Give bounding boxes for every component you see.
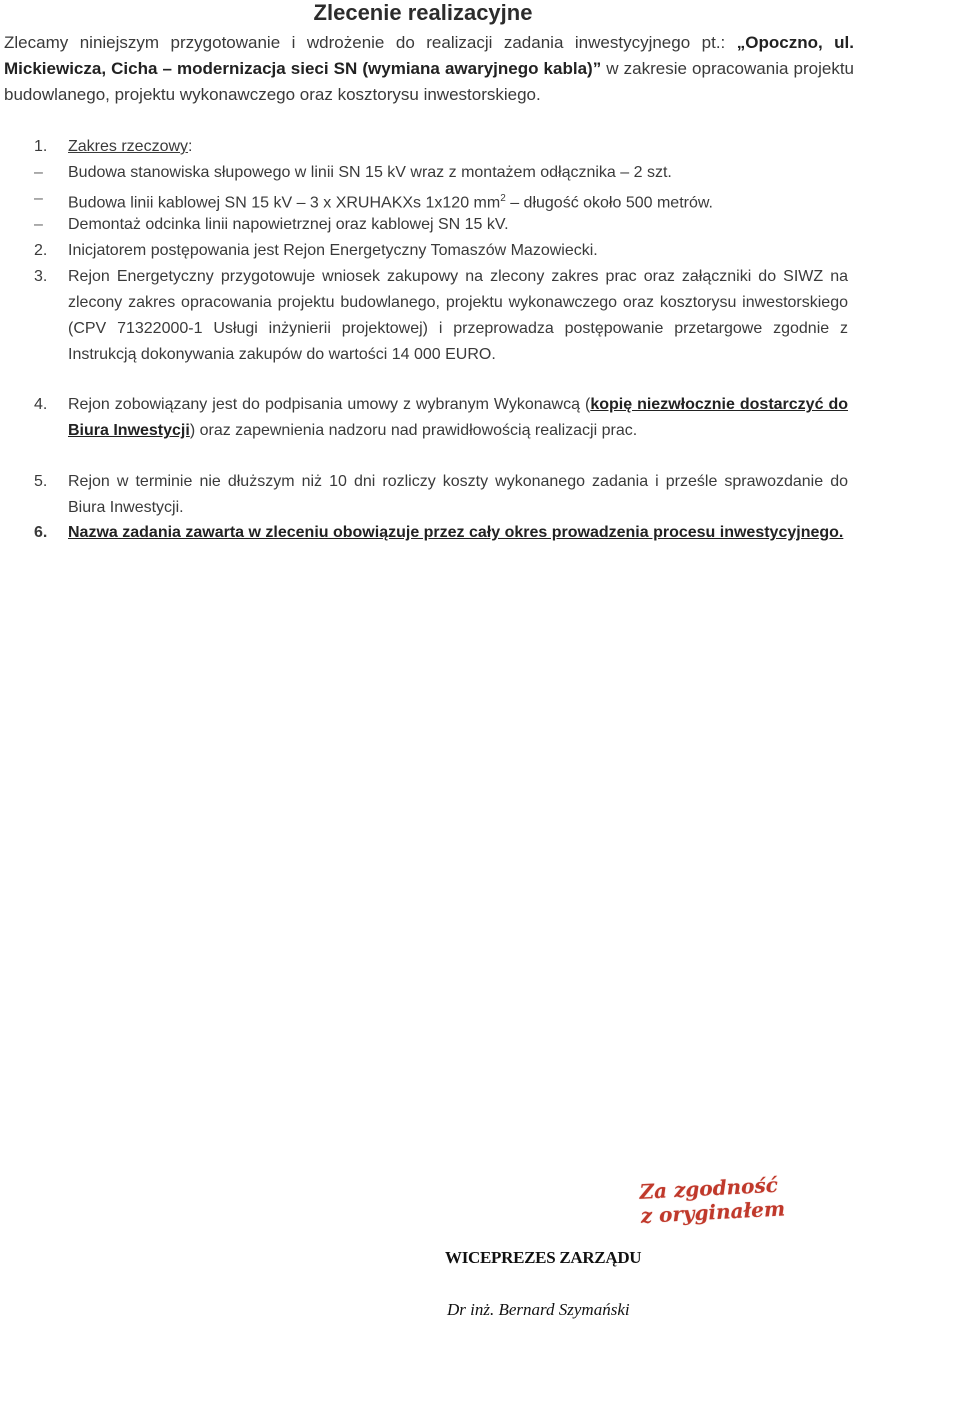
item-text: Inicjatorem postępowania jest Rejon Energetyczny Tomaszów Mazowiecki. <box>68 242 598 259</box>
dash-bullet: – <box>34 216 43 233</box>
scope-item-text: Budowa linii kablowej SN 15 kV – 3 x XRUHAKXs 1x120 mm <box>68 194 501 212</box>
superscript: 2 <box>500 193 506 204</box>
intro-text-after: w zakresie opracowania projektu budowlanego, projektu wykonawczego oraz kosztorysu inwestorskiego. <box>4 59 854 104</box>
scope-heading-suffix: : <box>188 138 193 155</box>
item-text-end: ) oraz zapewnienia nadzoru nad prawidłowością realizacji prac. <box>189 422 638 439</box>
signatory-name: Dr inż. Bernard Szymański <box>447 1300 630 1319</box>
item-number: 4. <box>34 396 48 413</box>
item-text: Rejon zobowiązany jest do podpisania umowy z wybranym Wykonawcą ( <box>68 396 591 413</box>
stamp-line-2: z oryginałem <box>640 1196 786 1228</box>
signatory-title: WICEPREZES ZARZĄDU <box>445 1248 642 1267</box>
dash-bullet: – <box>34 190 43 207</box>
item-4 <box>0 392 960 470</box>
item-3 <box>0 264 960 394</box>
scope-item <box>0 212 960 238</box>
document-title: Zlecenie realizacyjne <box>313 0 533 25</box>
intro-text-before: Zlecamy niniejszym przygotowanie i wdrożenie do realizacji zadania inwestycyjnego pt.: <box>4 33 737 52</box>
intro-paragraph <box>4 30 854 108</box>
item-number: 5. <box>34 473 48 490</box>
item-5 <box>0 469 960 521</box>
item-text: Nazwa zadania zawarta w zleceniu obowiązuje przez cały okres prowadzenia procesu inwestycyjnego. <box>68 524 844 541</box>
scope-heading: Zakres rzeczowy <box>68 138 189 155</box>
item-1 <box>0 134 960 160</box>
stamp-line-1: Za zgodność <box>638 1172 779 1204</box>
item-number: 3. <box>34 268 48 285</box>
item-2 <box>0 238 960 264</box>
item-text: Rejon w terminie nie dłuższym niż 10 dni rozliczy koszty wykonanego zadania i prześle sprawozdanie do Biura Inwestycji. <box>68 473 848 516</box>
scope-item-text-end: – długość około 500 metrów. <box>505 194 713 212</box>
dash-bullet: – <box>34 164 43 181</box>
item-6 <box>0 520 960 572</box>
item-number: 2. <box>34 242 48 259</box>
scope-item <box>0 186 960 212</box>
item-emphasis: kopię niezwłocznie dostarczyć do Biura Inwestycji <box>68 396 849 439</box>
scope-item <box>0 160 960 186</box>
item-number: 1. <box>34 138 48 155</box>
certification-stamp <box>639 1172 791 1228</box>
item-number: 6. <box>34 524 48 541</box>
scope-item-text: Demontaż odcinka linii napowietrznej oraz kablowej SN 15 kV. <box>68 216 509 233</box>
item-text: Rejon Energetyczny przygotowuje wniosek zakupowy na zlecony zakres prac oraz załączniki do SIWZ na zlecony zakres opracowania projektu budowlanego, projektu wykonawczego oraz kosztorysu inwestorskiego (CPV 71322000-1 Usługi inżynierii projektowej) i przeprowadza postępowanie przetargowe zgodnie z Instrukcją dokonywania zakupów do wartości 14 000 EURO. <box>68 268 848 363</box>
task-name: „Opoczno, ul. Mickiewicza, Cicha – modernizacja sieci SN (wymiana awaryjnego kabla)” <box>4 33 854 78</box>
scope-item-text: Budowa stanowiska słupowego w linii SN 15 kV wraz z montażem odłącznika – 2 szt. <box>68 164 672 181</box>
